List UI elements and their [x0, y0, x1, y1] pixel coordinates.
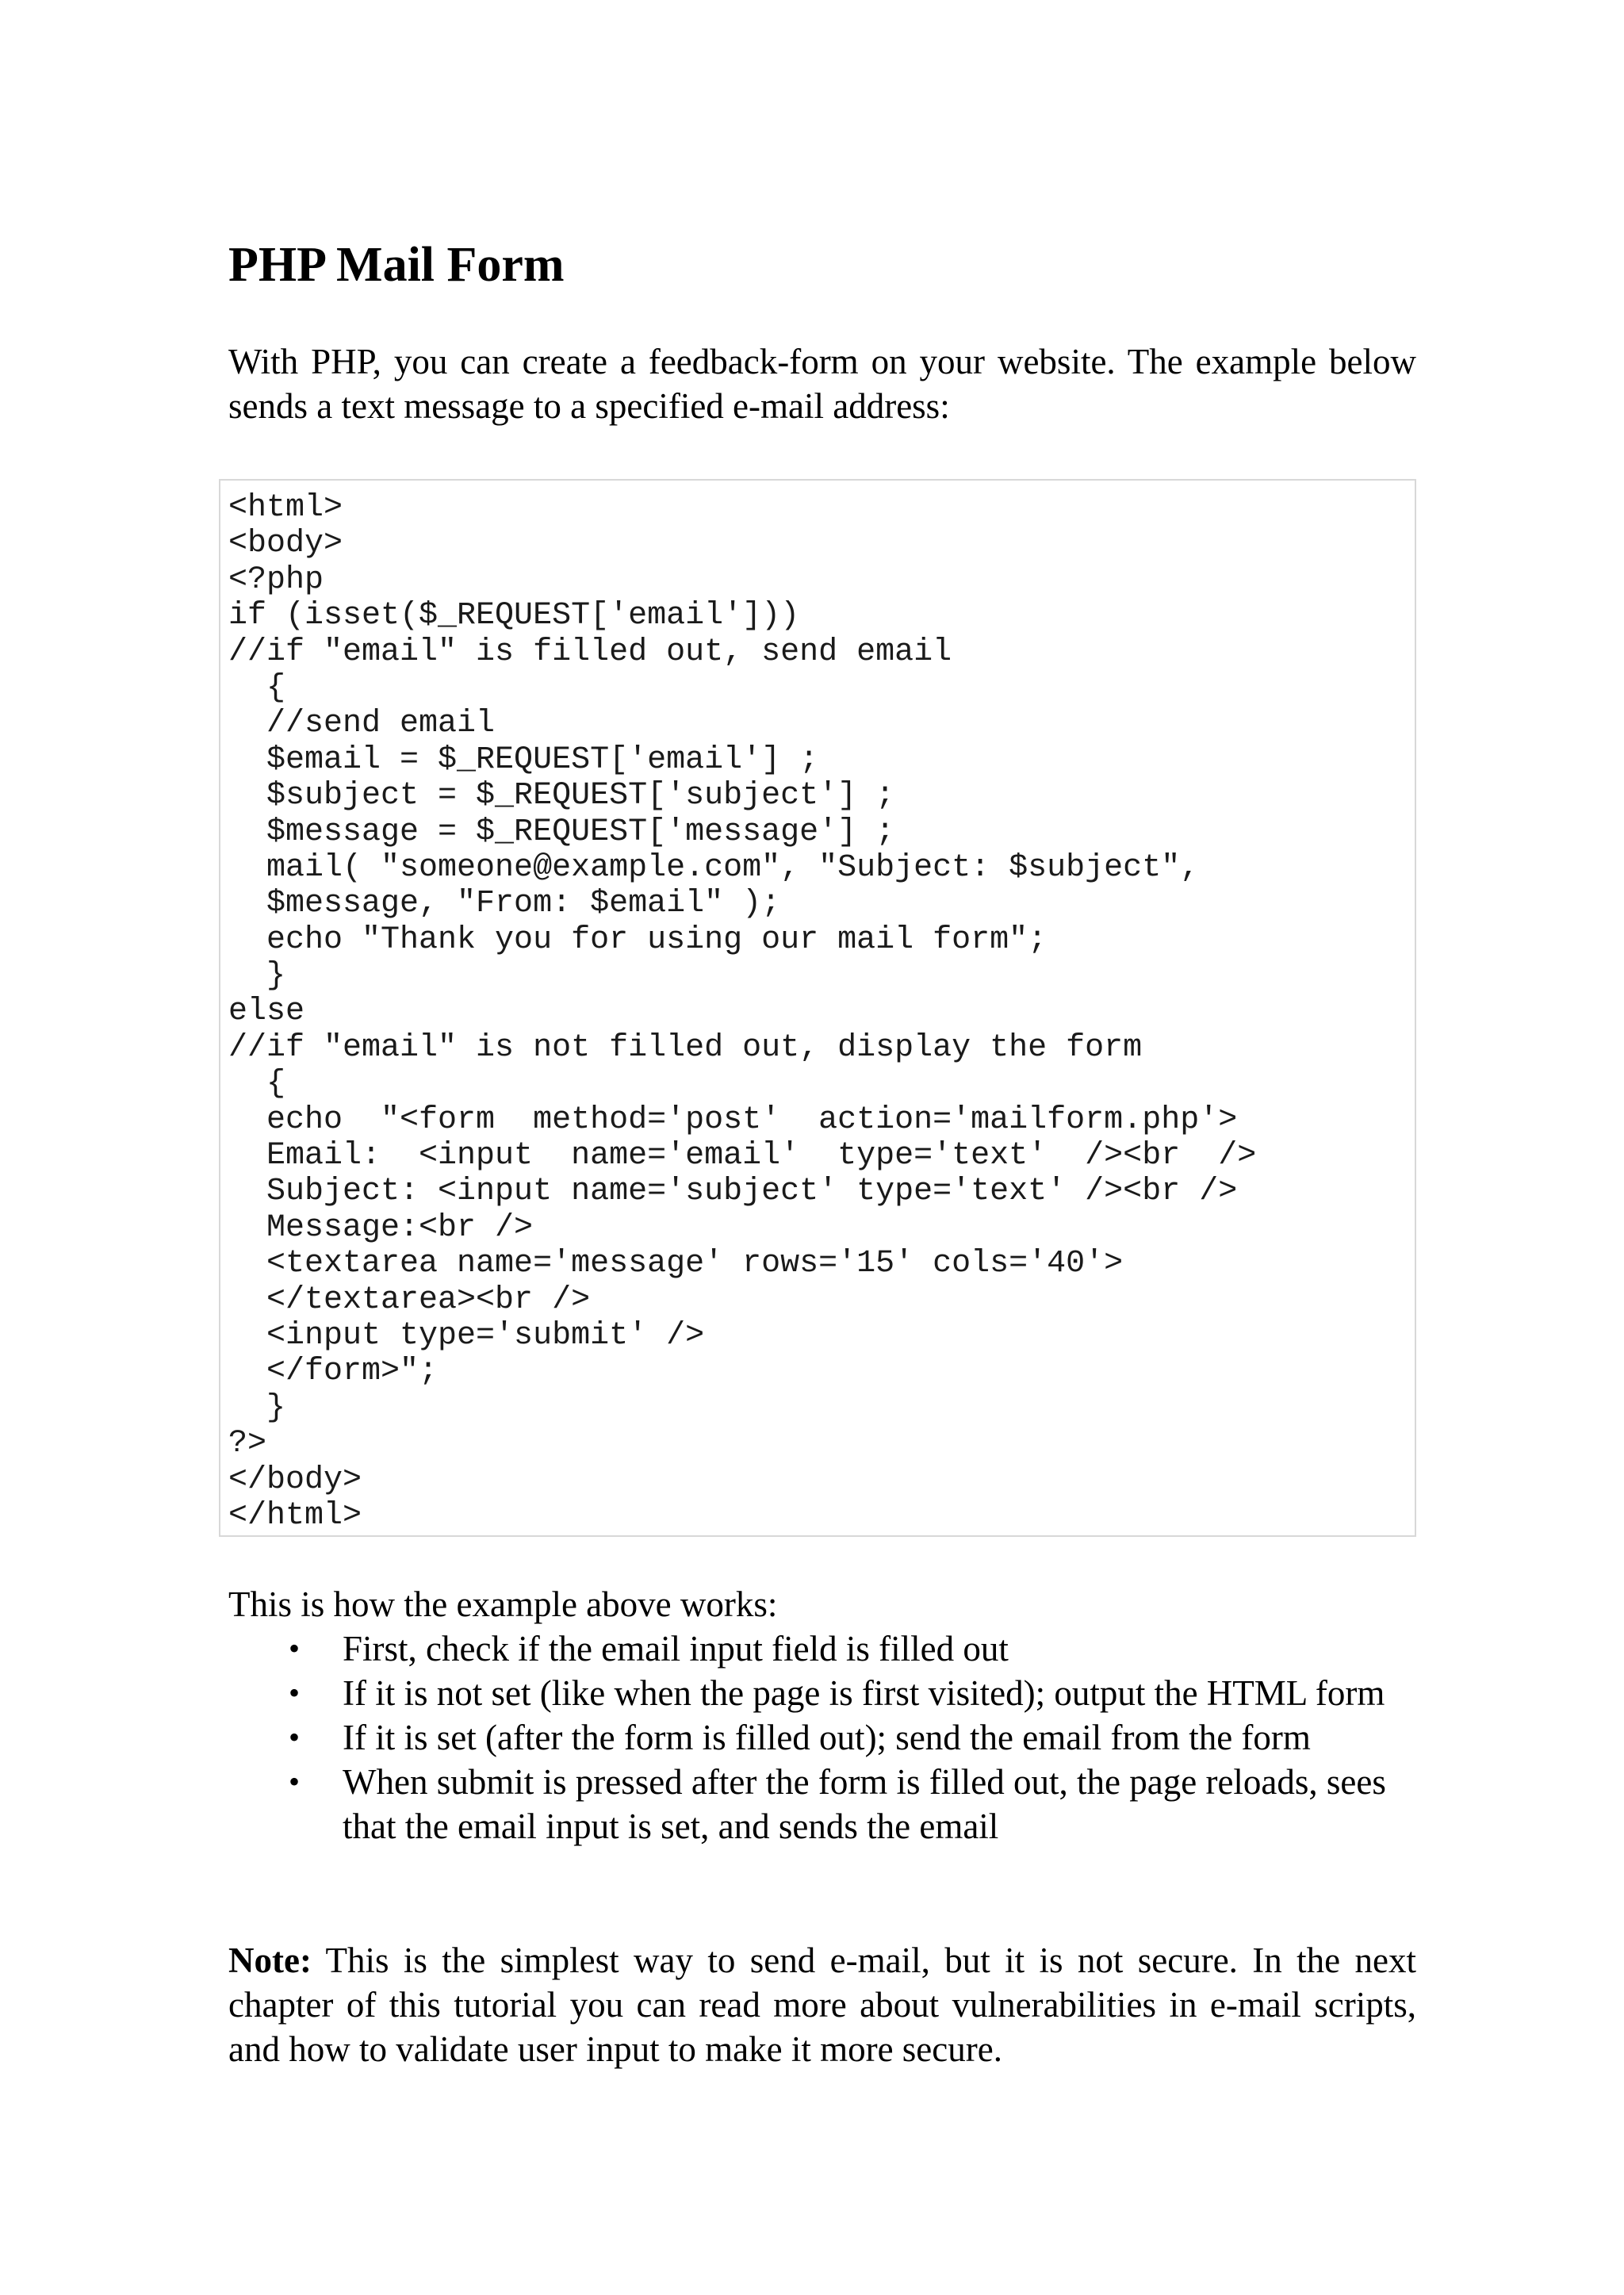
code-line: echo "<form method='post' action='mailform.php'> — [228, 1102, 1238, 1138]
code-line: } — [228, 1389, 286, 1426]
code-line: </form>"; — [228, 1354, 439, 1390]
code-line: </textarea><br /> — [228, 1282, 591, 1318]
code-line: $email = $_REQUEST['email'] ; — [228, 741, 819, 778]
code-line: Subject: <input name='subject' type='text' /><br /> — [228, 1174, 1238, 1210]
note-text: This is the simplest way to send e-mail, but it is not secure. In the next chapter of this tutorial you can read more about vulnerabilities in e-mail scripts, and how to validate user input to make it more secure. — [228, 1941, 1416, 2069]
bullet-icon: • — [289, 1764, 301, 1799]
code-block — [219, 479, 1416, 1537]
list-item — [228, 1626, 1405, 1671]
bullet-icon: • — [289, 1719, 301, 1755]
code-line: else — [228, 994, 305, 1030]
code-line: $message, "From: $email" ); — [228, 886, 781, 922]
code-line: //send email — [228, 706, 496, 742]
page-title: PHP Mail Form — [228, 238, 565, 292]
note-paragraph — [228, 1938, 1416, 2071]
code-line: <?php — [228, 561, 324, 598]
note-label: Note: — [228, 1941, 312, 1980]
list-item-text: First, check if the email input field is filled out — [343, 1629, 1009, 1669]
code-line: echo "Thank you for using our mail form"; — [228, 921, 1048, 958]
list-item — [228, 1671, 1405, 1715]
explanation-list — [228, 1626, 1416, 1849]
code-line: { — [228, 669, 286, 706]
code-line: Message:<br /> — [228, 1209, 534, 1246]
code-line: Email: <input name='email' type='text' /><br /> — [228, 1138, 1257, 1174]
code-line: $message = $_REQUEST['message'] ; — [228, 814, 895, 850]
bullet-icon: • — [289, 1630, 301, 1666]
code-line: { — [228, 1066, 286, 1102]
code-line: </html> — [228, 1497, 362, 1534]
list-item — [228, 1715, 1405, 1760]
intro-paragraph: With PHP, you can create a feedback-form on your website. The example below sends a text message to a specified e-mail address: — [228, 342, 1416, 426]
list-item — [228, 1760, 1405, 1849]
code-line: </body> — [228, 1462, 362, 1498]
explanation-heading: This is how the example above works: — [228, 1584, 778, 1624]
code-line: <body> — [228, 526, 343, 562]
code-line: //if "email" is filled out, send email — [228, 634, 952, 670]
bullet-icon: • — [289, 1675, 301, 1711]
code-line: } — [228, 958, 286, 994]
code-line: if (isset($_REQUEST['email'])) — [228, 598, 800, 634]
list-item-text: If it is not set (like when the page is first visited); output the HTML form — [343, 1673, 1385, 1713]
list-item-text: If it is set (after the form is filled out); send the email from the form — [343, 1718, 1311, 1757]
code-line: $subject = $_REQUEST['subject'] ; — [228, 778, 895, 814]
code-line: ?> — [228, 1426, 267, 1462]
code-line: //if "email" is not filled out, display the form — [228, 1029, 1143, 1066]
code-line: <input type='submit' /> — [228, 1317, 705, 1354]
list-item-text: When submit is pressed after the form is filled out, the page reloads, sees that the email input is set, and sends the email — [343, 1762, 1386, 1846]
code-line: <textarea name='message' rows='15' cols='40'> — [228, 1246, 1124, 1282]
code-line: <html> — [228, 490, 343, 526]
code-line: mail( "someone@example.com", "Subject: $subject", — [228, 849, 1200, 886]
